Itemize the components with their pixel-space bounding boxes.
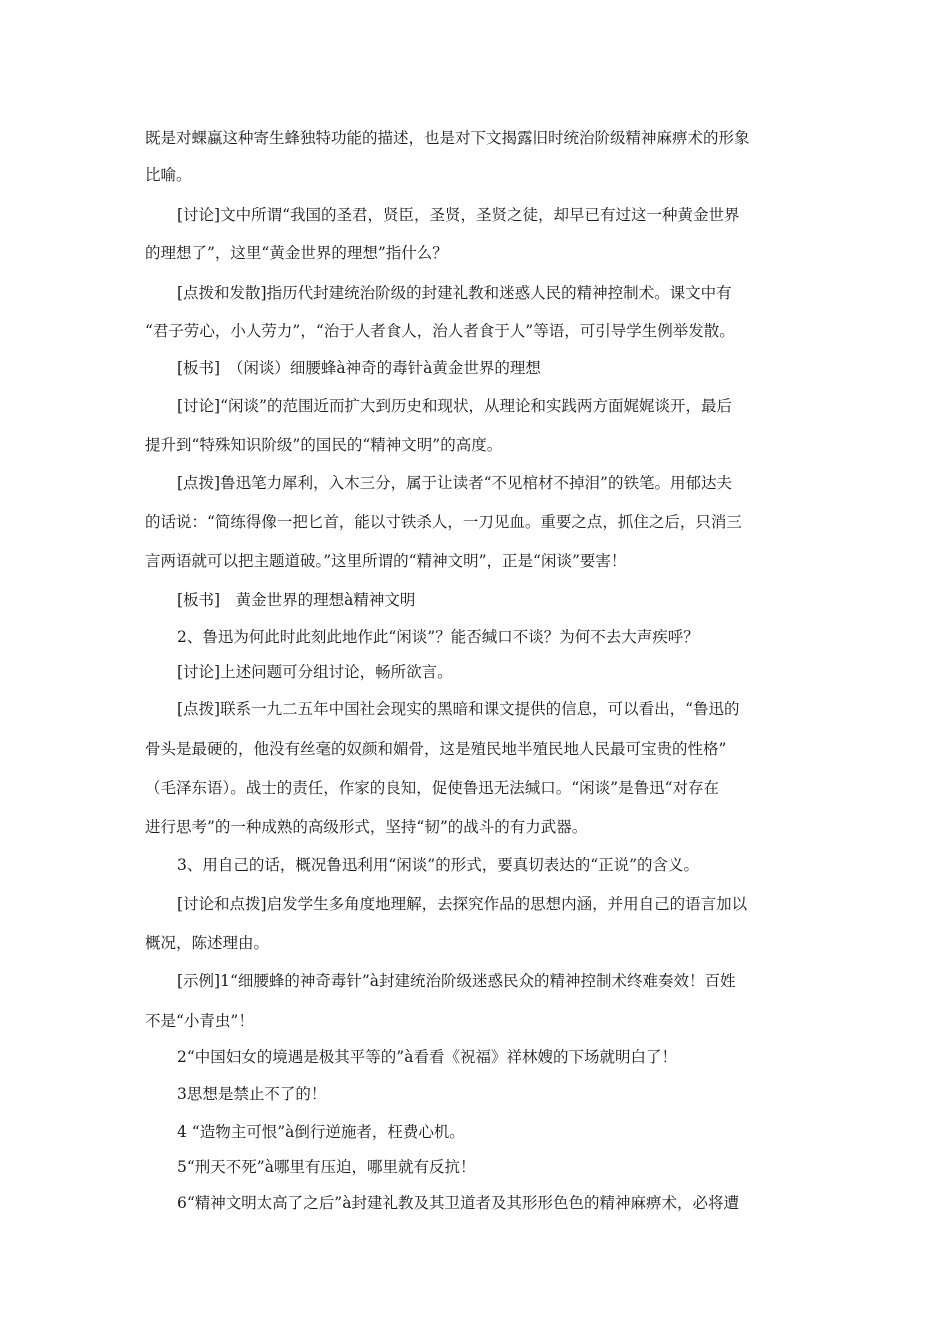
text-line: [点拨和发散]指历代封建统治阶级的封建礼教和迷惑人民的精神控制术。课文中有 <box>177 284 732 302</box>
text-line: 骨头是最硬的，他没有丝毫的奴颜和媚骨，这是殖民地半殖民地人民最可宝贵的性格” <box>145 740 727 758</box>
text-line: 2“中国妇女的境遇是极其平等的”à看看《祝福》祥林嫂的下场就明白了！ <box>177 1048 677 1066</box>
text-line: “君子劳心，小人劳力”，“治于人者食人，治人者食于人”等语，可引导学生例举发散。 <box>145 322 735 340</box>
text-line: [板书] 黄金世界的理想à精神文明 <box>177 591 416 609</box>
text-line: [点拨]联系一九二五年中国社会现实的黑暗和课文提供的信息，可以看出，“鲁迅的 <box>177 700 740 718</box>
text-line: [点拨]鲁迅笔力犀利，入木三分，属于让读者“不见棺材不掉泪”的铁笔。用郁达夫 <box>177 474 732 492</box>
text-line: 的理想了”，这里“黄金世界的理想”指什么？ <box>145 244 448 262</box>
text-line: [讨论]文中所谓“我国的圣君，贤臣，圣贤，圣贤之徒，却早已有过这一种黄金世界 <box>177 206 740 224</box>
text-line: 提升到“特殊知识阶级”的国民的“精神文明”的高度。 <box>145 436 503 454</box>
text-line: [示例]1“细腰蜂的神奇毒针”à封建统治阶级迷惑民众的精神控制术终难奏效！百姓 <box>177 972 736 990</box>
text-line: 6“精神文明太高了之后”à封建礼教及其卫道者及其形形色色的精神麻痹术，必将遭 <box>177 1194 739 1212</box>
text-line: 的话说：“简练得像一把匕首，能以寸铁杀人，一刀见血。重要之点，抓住之后，只消三 <box>145 513 742 531</box>
text-line: 既是对蜾蠃这种寄生蜂独特功能的描述，也是对下文揭露旧时统治阶级精神麻痹术的形象 <box>145 129 750 147</box>
text-line: 进行思考”的一种成熟的高级形式，坚持“韧”的战斗的有力武器。 <box>145 818 588 836</box>
text-line: 4 “造物主可恨”à倒行逆施者，枉费心机。 <box>177 1123 465 1141</box>
text-line: 3思想是禁止不了的！ <box>177 1085 327 1103</box>
text-line: 言两语就可以把主题道破。”这里所谓的“精神文明”，正是“闲谈”要害！ <box>145 552 627 570</box>
text-line: （毛泽东语）。战士的责任，作家的良知，促使鲁迅无法缄口。“闲谈”是鲁迅“对存在 <box>145 779 720 797</box>
text-line: 概况，陈述理由。 <box>145 934 270 952</box>
text-line: [讨论和点拨]启发学生多角度地理解，去探究作品的思想内涵，并用自己的语言加以 <box>177 895 748 913</box>
text-line: 2、鲁迅为何此时此刻此地作此“闲谈”？能否缄口不谈？为何不去大声疾呼？ <box>177 628 699 646</box>
text-line: 比喻。 <box>145 166 192 184</box>
text-line: [板书] （闲谈）细腰蜂à神奇的毒针à黄金世界的理想 <box>177 359 541 377</box>
text-line: [讨论]“闲谈”的范围近而扩大到历史和现状，从理论和实践两方面娓娓谈开，最后 <box>177 397 732 415</box>
text-line: [讨论]上述问题可分组讨论，畅所欲言。 <box>177 663 453 681</box>
text-line: 3、用自己的话，概况鲁迅利用“闲谈”的形式，要真切表达的“正说”的含义。 <box>177 856 700 874</box>
text-line: 不是“小青虫”！ <box>145 1012 254 1030</box>
text-line: 5“刑天不死”à哪里有压迫，哪里就有反抗！ <box>177 1158 476 1176</box>
